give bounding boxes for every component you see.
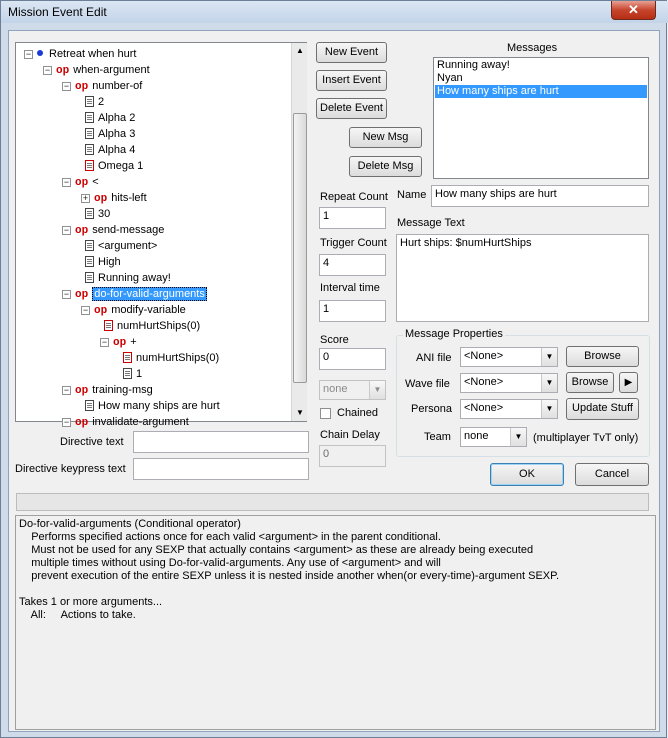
collapse-icon[interactable]: − [63, 81, 70, 91]
cancel-button[interactable]: Cancel [575, 463, 649, 486]
wave-file-select[interactable] [460, 373, 558, 393]
play-icon: ▶ [624, 377, 633, 388]
tree-node[interactable] [81, 126, 135, 142]
data-node-icon [85, 112, 94, 123]
chevron-down-icon: ▼ [510, 428, 526, 446]
data-node-icon [123, 352, 132, 363]
tree-node[interactable] [81, 158, 143, 174]
operator-icon: op [113, 337, 127, 349]
tree-node-label: Running away! [98, 272, 171, 284]
insert-event-button[interactable]: Insert Event [316, 70, 387, 91]
team-label: Team [424, 431, 451, 443]
tree-node[interactable] [81, 302, 186, 318]
help-text-line: prevent execution of the entire SEXP unless it is nested inside another when(or every-time)-argument SEXP. [19, 570, 560, 582]
tree-node-label: 1 [136, 368, 143, 380]
tree-node-label: when-argument [73, 64, 150, 76]
chain-delay-label: Chain Delay [320, 429, 380, 441]
collapse-icon[interactable]: − [63, 417, 70, 427]
tree-node[interactable] [119, 366, 142, 382]
expand-icon[interactable]: + [82, 193, 89, 203]
delete-event-button[interactable]: Delete Event [316, 98, 387, 119]
score-field[interactable]: 0 [319, 348, 386, 370]
title-bar[interactable] [1, 1, 668, 23]
help-text-line: Must not be used for any SEXP that actually contains <argument> as these are already being executed [19, 544, 534, 556]
collapse-icon[interactable]: − [44, 65, 51, 75]
directive-text-label: Directive text [60, 436, 124, 448]
tree-node[interactable] [62, 78, 142, 94]
team-select-value: none [323, 383, 348, 395]
operator-icon: op [75, 385, 89, 397]
data-node-icon [85, 160, 94, 171]
tree-node-label: Retreat when hurt [49, 48, 137, 60]
tree-node-label: numHurtShips(0) [117, 320, 201, 332]
tree-node[interactable] [43, 62, 150, 78]
data-node-icon [85, 144, 94, 155]
message-list-item[interactable]: Nyan [437, 72, 463, 84]
event-tree[interactable] [15, 42, 307, 429]
tree-node[interactable] [62, 286, 207, 302]
help-text-line: Performs specified actions once for each valid <argument> in the parent conditional. [19, 531, 441, 543]
new-msg-button[interactable]: New Msg [349, 127, 422, 148]
data-node-icon [85, 256, 94, 267]
chevron-down-icon: ▼ [541, 374, 557, 392]
update-stuff-button[interactable]: Update Stuff [566, 398, 639, 420]
tree-node-label: + [130, 336, 137, 348]
collapse-icon[interactable]: − [63, 289, 70, 299]
operator-icon: op [75, 417, 89, 429]
chevron-down-icon: ▼ [541, 348, 557, 366]
tree-node-label: Omega 1 [98, 160, 144, 172]
operator-icon: op [75, 177, 89, 189]
name-label: Name [397, 189, 427, 201]
tree-node-label: invalidate-argument [92, 416, 189, 428]
repeat-count-field[interactable]: 1 [319, 207, 386, 229]
team-select[interactable] [460, 427, 527, 447]
scroll-up-arrow[interactable]: ▲ [296, 46, 304, 55]
scroll-thumb[interactable] [293, 113, 307, 383]
tree-node[interactable] [81, 270, 171, 286]
message-list-item[interactable]: Running away! [437, 59, 510, 71]
tree-vertical-scrollbar[interactable] [291, 43, 307, 421]
tree-node-label: Alpha 2 [98, 112, 136, 124]
chevron-down-icon: ▼ [369, 381, 385, 399]
persona-value: <None> [464, 402, 504, 414]
sexp-help-text[interactable] [15, 515, 656, 730]
tree-node[interactable] [81, 110, 135, 126]
score-label: Score [320, 334, 349, 346]
trigger-count-field[interactable]: 4 [319, 254, 386, 276]
help-text-line: Takes 1 or more arguments... [19, 596, 163, 608]
tree-node[interactable] [81, 206, 110, 222]
team-value: none [464, 430, 489, 442]
browse-wave-button[interactable]: Browse [566, 372, 614, 393]
tree-node-label: 2 [98, 96, 105, 108]
collapse-icon[interactable]: − [63, 225, 70, 235]
tree-node-label: modify-variable [111, 304, 186, 316]
data-node-icon [85, 272, 94, 283]
tree-node[interactable] [81, 142, 135, 158]
interval-time-label: Interval time [320, 282, 380, 294]
tree-node-label: hits-left [111, 192, 147, 204]
team-note: (multiplayer TvT only) [533, 432, 639, 444]
ani-file-label: ANI file [416, 352, 452, 364]
tree-node-label: Alpha 4 [98, 144, 136, 156]
operator-icon: op [94, 193, 108, 205]
window-title: Mission Event Edit [8, 5, 107, 19]
collapse-icon[interactable]: − [82, 305, 89, 315]
tree-node[interactable] [62, 414, 189, 430]
tree-node-label: <argument> [98, 240, 158, 252]
help-text-line: multiple times without using Do-for-valid-arguments. Any use of <argument> and will [19, 557, 441, 569]
message-text-area[interactable]: Hurt ships: $numHurtShips [396, 234, 649, 322]
data-node-icon [85, 240, 94, 251]
help-text-line: All: Actions to take. [19, 609, 136, 621]
close-button[interactable]: ✕ [611, 1, 656, 20]
tree-node[interactable] [100, 318, 200, 334]
message-properties-title: Message Properties [405, 328, 503, 340]
tree-node[interactable] [81, 190, 147, 206]
tree-node-label: number-of [92, 80, 143, 92]
name-field[interactable]: How many ships are hurt [431, 185, 649, 207]
tree-node[interactable] [81, 398, 220, 414]
tree-node-label: numHurtShips(0) [136, 352, 220, 364]
operator-icon: op [94, 305, 108, 317]
tree-node[interactable] [81, 254, 121, 270]
operator-icon: op [56, 65, 70, 77]
tree-node-label: Alpha 3 [98, 128, 136, 140]
tree-node[interactable] [62, 222, 164, 238]
tree-node[interactable] [81, 238, 157, 254]
data-node-icon [123, 368, 132, 379]
data-node-icon [85, 208, 94, 219]
new-event-button[interactable]: New Event [316, 42, 387, 63]
interval-time-field[interactable]: 1 [319, 300, 386, 322]
chevron-down-icon: ▼ [541, 400, 557, 418]
tree-node-label: How many ships are hurt [98, 400, 220, 412]
ani-file-select[interactable] [460, 347, 558, 367]
delete-msg-button[interactable]: Delete Msg [349, 156, 422, 177]
wave-file-value: <None> [464, 376, 504, 388]
operator-icon: op [75, 289, 89, 301]
persona-select[interactable] [460, 399, 558, 419]
tree-node-label: High [98, 256, 121, 268]
ani-file-value: <None> [464, 350, 504, 362]
tree-node[interactable] [24, 46, 136, 62]
wave-file-label: Wave file [405, 378, 450, 390]
messages-heading: Messages [507, 42, 558, 54]
dialog-client [8, 30, 660, 732]
play-wave-button[interactable] [619, 372, 638, 393]
collapse-icon[interactable]: − [63, 385, 70, 395]
scroll-down-arrow[interactable]: ▼ [296, 408, 304, 417]
tree-node[interactable] [62, 382, 153, 398]
chain-delay-field: 0 [319, 445, 386, 467]
operator-icon: op [75, 81, 89, 93]
messages-list[interactable] [433, 57, 649, 179]
collapse-icon[interactable]: − [63, 177, 70, 187]
persona-label: Persona [411, 403, 452, 415]
data-node-icon [85, 128, 94, 139]
operator-icon: op [75, 225, 89, 237]
tree-node-label: < [92, 176, 99, 188]
status-bar [16, 493, 649, 511]
help-text-line: Do-for-valid-arguments (Conditional operator) [19, 518, 241, 530]
event-dot-icon [37, 50, 43, 56]
browse-ani-button[interactable]: Browse [566, 346, 639, 367]
data-node-icon [104, 320, 113, 331]
tree-node[interactable] [119, 350, 219, 366]
collapse-icon[interactable]: − [25, 49, 32, 59]
directive-keypress-field[interactable] [133, 458, 309, 480]
repeat-count-label: Repeat Count [320, 191, 388, 203]
team-select-disabled [319, 380, 386, 400]
tree-node[interactable] [81, 94, 104, 110]
ok-button[interactable]: OK [490, 463, 564, 486]
tree-node-label: training-msg [92, 384, 153, 396]
tree-node-label: 30 [98, 208, 111, 220]
tree-node[interactable] [62, 174, 99, 190]
collapse-icon[interactable]: − [101, 337, 108, 347]
directive-keypress-label: Directive keypress text [15, 463, 126, 475]
data-node-icon [85, 96, 94, 107]
chained-label: Chained [337, 407, 378, 419]
tree-node[interactable] [100, 334, 137, 350]
message-list-item[interactable]: How many ships are hurt [435, 85, 647, 98]
tree-node-label: do-for-valid-arguments [94, 288, 205, 300]
trigger-count-label: Trigger Count [320, 237, 387, 249]
directive-text-field[interactable] [133, 431, 309, 453]
tree-node-label: send-message [92, 224, 165, 236]
data-node-icon [85, 400, 94, 411]
message-text-label: Message Text [397, 217, 465, 229]
chained-checkbox[interactable] [320, 408, 331, 419]
